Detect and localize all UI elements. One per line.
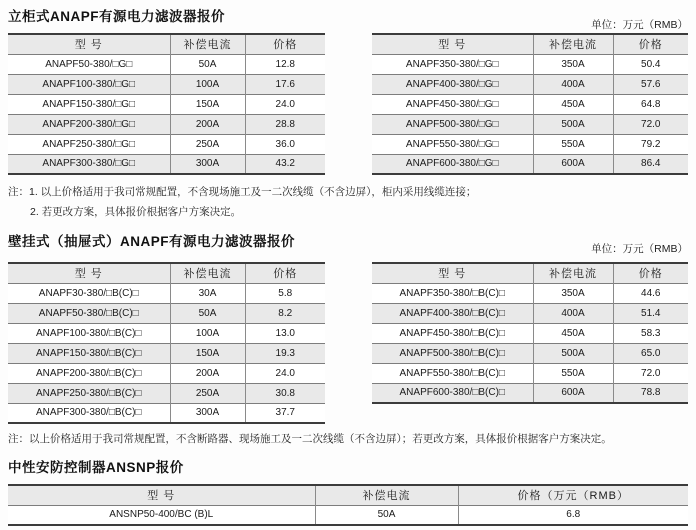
table-row	[8, 74, 325, 94]
table-header-row	[8, 485, 688, 505]
model-cell: ANAPF450-380/□B(C)□	[372, 323, 533, 343]
table-row	[8, 343, 325, 363]
current-cell: 250A	[170, 134, 245, 154]
price-cell: 17.6	[245, 74, 325, 94]
table-row	[8, 363, 325, 383]
table-row	[372, 323, 688, 343]
model-cell: ANAPF400-380/□B(C)□	[372, 303, 533, 323]
current-cell: 500A	[533, 114, 613, 134]
price-cell: 6.8	[458, 505, 688, 525]
price-cell: 50.4	[613, 54, 688, 74]
col-header-model: 型 号	[8, 263, 170, 283]
current-cell: 350A	[533, 54, 613, 74]
current-cell: 30A	[170, 283, 245, 303]
section1-note-line1: 注：1. 以上价格适用于我司常规配置，不含现场施工及一二次线缆（不含边屏），柜内采用线缆连接；	[8, 186, 477, 198]
current-cell: 200A	[170, 363, 245, 383]
price-cell: 57.6	[613, 74, 688, 94]
section2-left-table	[8, 262, 325, 424]
section3-table	[8, 484, 688, 526]
model-cell: ANAPF250-380/□B(C)□	[8, 383, 170, 403]
table-row	[8, 403, 325, 423]
price-cell: 78.8	[613, 383, 688, 403]
current-cell: 500A	[533, 343, 613, 363]
table-row	[8, 383, 325, 403]
col-header-model: 型 号	[372, 263, 533, 283]
model-cell: ANAPF500-380/□B(C)□	[372, 343, 533, 363]
table-row	[372, 343, 688, 363]
current-cell: 550A	[533, 363, 613, 383]
table-row	[372, 154, 688, 174]
table-row	[372, 54, 688, 74]
section3-title: 中性安防控制器ANSNP报价	[8, 460, 184, 475]
price-cell: 44.6	[613, 283, 688, 303]
section1-left-table	[8, 33, 325, 175]
price-cell: 24.0	[245, 94, 325, 114]
current-cell: 50A	[315, 505, 458, 525]
model-cell: ANAPF300-380/□G□	[8, 154, 170, 174]
model-cell: ANAPF100-380/□B(C)□	[8, 323, 170, 343]
section1-right-table	[372, 33, 688, 175]
price-cell: 13.0	[245, 323, 325, 343]
current-cell: 250A	[170, 383, 245, 403]
price-cell: 65.0	[613, 343, 688, 363]
model-cell: ANAPF150-380/□B(C)□	[8, 343, 170, 363]
table-row	[372, 383, 688, 403]
price-cell: 24.0	[245, 363, 325, 383]
table-row	[372, 283, 688, 303]
col-header-price: 价格	[245, 34, 325, 54]
model-cell: ANAPF50-380/□G□	[8, 54, 170, 74]
col-header-current: 补偿电流	[315, 485, 458, 505]
model-cell: ANAPF550-380/□B(C)□	[372, 363, 533, 383]
price-cell: 19.3	[245, 343, 325, 363]
current-cell: 150A	[170, 343, 245, 363]
col-header-price: 价格	[613, 34, 688, 54]
current-cell: 100A	[170, 323, 245, 343]
table-row	[8, 114, 325, 134]
price-cell: 64.8	[613, 94, 688, 114]
model-cell: ANAPF300-380/□B(C)□	[8, 403, 170, 423]
col-header-current: 补偿电流	[170, 263, 245, 283]
current-cell: 450A	[533, 323, 613, 343]
section2-title: 壁挂式（抽屉式）ANAPF有源电力滤波器报价	[8, 234, 295, 249]
col-header-model: 型 号	[372, 34, 533, 54]
price-cell: 37.7	[245, 403, 325, 423]
col-header-current: 补偿电流	[533, 34, 613, 54]
price-cell: 79.2	[613, 134, 688, 154]
model-cell: ANAPF50-380/□B(C)□	[8, 303, 170, 323]
current-cell: 50A	[170, 54, 245, 74]
model-cell: ANAPF200-380/□B(C)□	[8, 363, 170, 383]
price-cell: 51.4	[613, 303, 688, 323]
model-cell: ANAPF350-380/□B(C)□	[372, 283, 533, 303]
col-header-current: 补偿电流	[170, 34, 245, 54]
table-row	[8, 54, 325, 74]
price-cell: 8.2	[245, 303, 325, 323]
table-header-row	[8, 34, 325, 54]
price-cell: 12.8	[245, 54, 325, 74]
model-cell: ANAPF500-380/□G□	[372, 114, 533, 134]
price-cell: 28.8	[245, 114, 325, 134]
current-cell: 50A	[170, 303, 245, 323]
model-cell: ANAPF30-380/□B(C)□	[8, 283, 170, 303]
section2-unit-label: 单位：万元（RMB）	[591, 243, 688, 255]
table-row	[8, 505, 688, 525]
current-cell: 450A	[533, 94, 613, 114]
price-cell: 43.2	[245, 154, 325, 174]
section1-unit-label: 单位：万元（RMB）	[591, 19, 688, 31]
table-header-row	[8, 263, 325, 283]
model-cell: ANAPF350-380/□G□	[372, 54, 533, 74]
price-cell: 58.3	[613, 323, 688, 343]
current-cell: 350A	[533, 283, 613, 303]
current-cell: 400A	[533, 74, 613, 94]
table-row	[8, 154, 325, 174]
current-cell: 200A	[170, 114, 245, 134]
price-cell: 5.8	[245, 283, 325, 303]
model-cell: ANAPF600-380/□B(C)□	[372, 383, 533, 403]
price-cell: 72.0	[613, 363, 688, 383]
model-cell: ANAPF600-380/□G□	[372, 154, 533, 174]
price-cell: 86.4	[613, 154, 688, 174]
current-cell: 550A	[533, 134, 613, 154]
current-cell: 600A	[533, 154, 613, 174]
col-header-model: 型 号	[8, 34, 170, 54]
current-cell: 100A	[170, 74, 245, 94]
price-cell: 30.8	[245, 383, 325, 403]
section1-title: 立柜式ANAPF有源电力滤波器报价	[8, 9, 225, 24]
model-cell: ANAPF200-380/□G□	[8, 114, 170, 134]
model-cell: ANAPF550-380/□G□	[372, 134, 533, 154]
table-row	[372, 114, 688, 134]
current-cell: 400A	[533, 303, 613, 323]
table-row	[372, 363, 688, 383]
section2-note: 注：以上价格适用于我司常规配置，不含断路器、现场施工及一二次线缆（不含边屏）；若更改方案，具体报价根据客户方案决定。	[8, 433, 612, 445]
table-row	[8, 323, 325, 343]
price-cell: 72.0	[613, 114, 688, 134]
table-row	[8, 94, 325, 114]
model-cell: ANAPF100-380/□G□	[8, 74, 170, 94]
section2-right-table	[372, 262, 688, 404]
table-row	[372, 303, 688, 323]
model-cell: ANAPF150-380/□G□	[8, 94, 170, 114]
current-cell: 150A	[170, 94, 245, 114]
col-header-price: 价格	[245, 263, 325, 283]
model-cell: ANAPF250-380/□G□	[8, 134, 170, 154]
table-row	[8, 303, 325, 323]
table-row	[372, 74, 688, 94]
table-row	[372, 134, 688, 154]
col-header-price-rmb: 价格（万元（RMB）	[458, 485, 688, 505]
table-row	[8, 283, 325, 303]
col-header-price: 价格	[613, 263, 688, 283]
table-header-row	[372, 263, 688, 283]
table-row	[8, 134, 325, 154]
section1-note-line2: 2. 若更改方案，具体报价根据客户方案决定。	[30, 206, 242, 218]
current-cell: 300A	[170, 403, 245, 423]
current-cell: 300A	[170, 154, 245, 174]
model-cell: ANAPF400-380/□G□	[372, 74, 533, 94]
col-header-model: 型 号	[8, 485, 315, 505]
model-cell: ANAPF450-380/□G□	[372, 94, 533, 114]
table-header-row	[372, 34, 688, 54]
col-header-current: 补偿电流	[533, 263, 613, 283]
price-cell: 36.0	[245, 134, 325, 154]
current-cell: 600A	[533, 383, 613, 403]
table-row	[372, 94, 688, 114]
model-cell: ANSNP50-400/BC (B)L	[8, 505, 315, 525]
